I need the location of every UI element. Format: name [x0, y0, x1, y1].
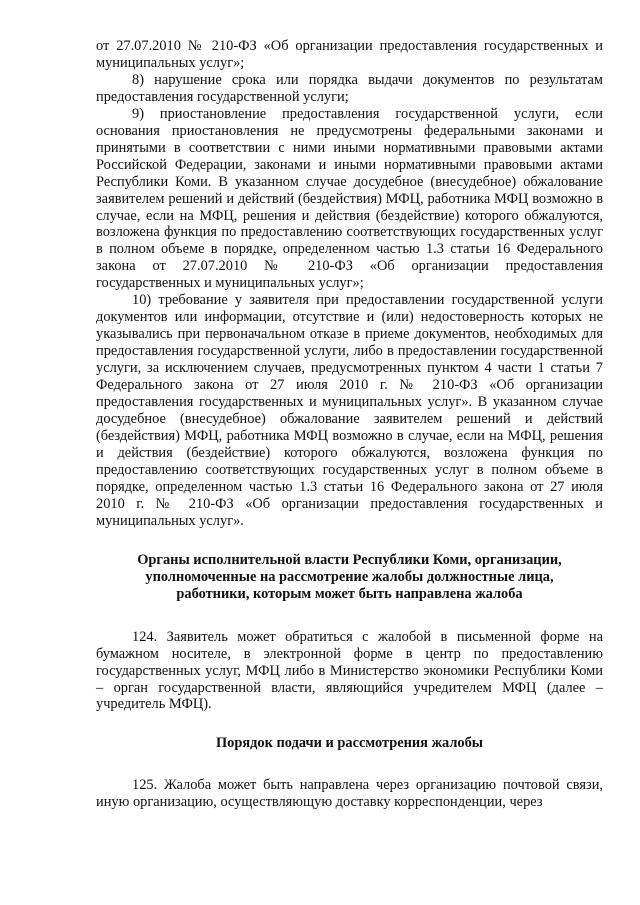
paragraph-continuation: от 27.07.2010 № 210-ФЗ «Об организации предоставления государственных и муниципальных услуг»;: [96, 38, 603, 71]
list-item-9: 9) приостановление предоставления государственной услуги, если основания приостановления не предусмотрены федеральными законами и принятыми в соответствии с ними иными нормативными правовыми актами Российской Федерации, законами и иными нормативными правовыми актами Республики Коми. В указанном случае досудебное (внесудебное) обжалование заявителем решений и действий (бездействия) МФЦ, работника МФЦ возможно в случае, если на МФЦ, решения и действия (бездействие) которого обжалуются, возложена функция по предоставлению соответствующих государственных услуг в полном объеме в порядке, определенном частью 1.3 статьи 16 Федерального закона от 27.07.2010 № 210-ФЗ «Об организации предоставления государственных и муниципальных услуг»;: [96, 105, 603, 292]
section-heading-complaint-procedure: Порядок подачи и рассмотрения жалобы: [215, 735, 484, 752]
section-heading-complaint-bodies: [96, 552, 603, 603]
list-item-10: 10) требование у заявителя при предоставлении государственной услуги документов или информации, отсутствие и (или) недостоверность которых не указывались при первоначальном отказе в приеме документов, необходимых для предоставления государственной услуги, либо в предоставлении государственной услуги, за исключением случаев, предусмотренных пунктом 4 части 1 статьи 7 Федерального закона от 27 июля 2010 г. № 210-ФЗ «Об организации предоставления государственных и муниципальных услуг». В указанном случае досудебное (внесудебное) обжалование заявителем решений и действий (бездействия) МФЦ, работника МФЦ возможно в случае, если на МФЦ, решения и действия (бездействие) которого обжалуются, возложена функция по предоставлению соответствующих государственных услуг в полном объеме в порядке, определенном частью 1.3 статьи 16 Федерального закона от 27 июля 2010 г. № 210-ФЗ «Об организации предоставления государственных и муниципальных услуг».: [96, 292, 603, 529]
heading-line: Органы исполнительной власти Республики Коми, организации,: [137, 551, 562, 568]
document-body: [96, 38, 603, 811]
heading-line: работники, которым может быть направлена жалоба: [176, 585, 523, 602]
paragraph-124: 124. Заявитель может обратиться с жалобой в письменной форме на бумажном носителе, в электронной форме в центр по предоставлению государственных услуг, МФЦ либо в Министерство экономики Республики Коми – орган государственной власти, являющийся учредителем МФЦ (далее – учредитель МФЦ).: [96, 628, 603, 713]
paragraph-125: 125. Жалоба может быть направлена через организацию почтовой связи, иную организацию, осуществляющую доставку корреспонденции, через: [96, 777, 603, 811]
list-item-8: 8) нарушение срока или порядка выдачи документов по результатам предоставления государственной услуги;: [96, 71, 603, 105]
heading-line: уполномоченные на рассмотрение жалобы должностные лица,: [145, 568, 554, 585]
